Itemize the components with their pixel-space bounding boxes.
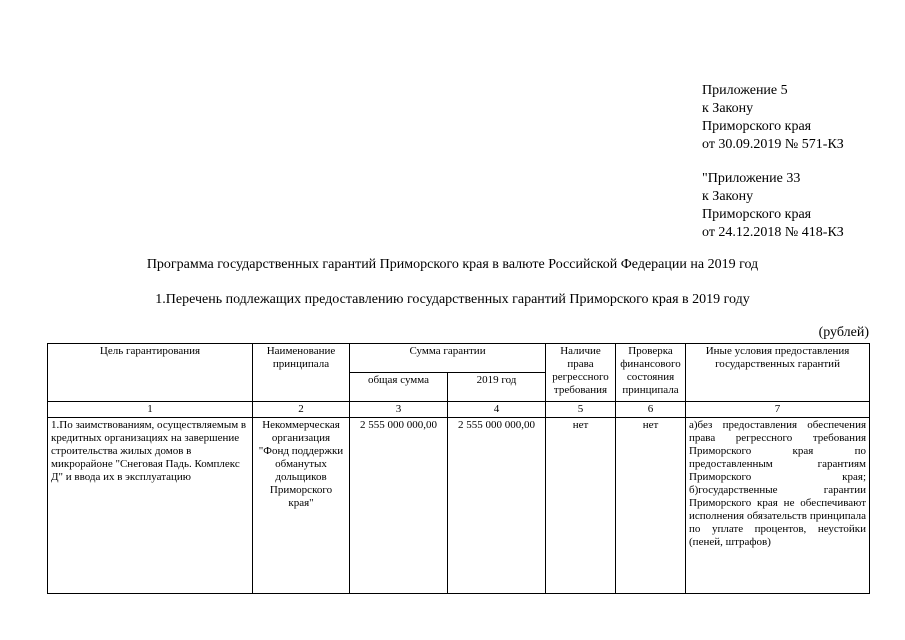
section-title: 1.Перечень подлежащих предоставлению государственных гарантий Приморского края в 2019 году: [155, 292, 750, 307]
table-row: [48, 418, 870, 594]
cell-sum-total: 2 555 000 000,00: [350, 418, 448, 594]
column-number: 2: [253, 402, 350, 418]
cell-principal: Некоммерческая организация "Фонд поддержки обманутых дольщиков Приморского края": [253, 418, 350, 594]
column-number: 4: [448, 402, 546, 418]
cell-regress: нет: [546, 418, 616, 594]
header-sum-total: общая сумма: [350, 373, 448, 402]
column-number: 1: [48, 402, 253, 418]
annex-line: "Приложение 33: [702, 171, 801, 186]
header-principal: Наименование принципала: [253, 344, 350, 402]
header-goal: Цель гарантирования: [48, 344, 253, 402]
column-number-row: [48, 402, 870, 418]
column-number: 6: [616, 402, 686, 418]
cell-other-conditions: а)без предоставления обеспечения права регрессного требования Приморского края по предоставленным гарантиям Приморского края; б)государственные гарантии Приморского края не обеспечивают исполнения обязательств принципала по уплате процентов, неустойки (пеней, штрафов): [686, 418, 870, 594]
header-regress: Наличие права регрессного требования: [546, 344, 616, 402]
cell-goal: 1.По заимствованиям, осуществляемым в кредитных организациях на завершение строительства жилых домов в микрорайоне "Снеговая Падь. Комплекс Д" и ввода их в эксплуатацию: [48, 418, 253, 594]
header-sum: Сумма гарантии: [350, 344, 546, 373]
program-title: Программа государственных гарантий Приморского края в валюте Российской Федерации на 2019 год: [146, 257, 759, 272]
annex-reference-original: [702, 170, 844, 242]
annex-line: Приморского края: [702, 207, 812, 222]
annex-line: к Закону: [702, 101, 754, 116]
header-other-conditions: Иные условия предоставления государственных гарантий: [686, 344, 870, 402]
cell-check: нет: [616, 418, 686, 594]
annex-line: Приложение 5: [702, 83, 788, 98]
column-number: 3: [350, 402, 448, 418]
column-number: 7: [686, 402, 870, 418]
annex-line: к Закону: [702, 189, 754, 204]
annex-line: от 24.12.2018 № 418-КЗ: [702, 225, 844, 240]
guarantees-table: [47, 343, 870, 594]
header-check: Проверка финансового состояния принципала: [616, 344, 686, 402]
annex-line: от 30.09.2019 № 571-КЗ: [702, 137, 844, 152]
annex-line: Приморского края: [702, 119, 812, 134]
header-sum-year: 2019 год: [448, 373, 546, 402]
annex-reference-current: [702, 82, 844, 154]
cell-sum-year: 2 555 000 000,00: [448, 418, 546, 594]
column-number: 5: [546, 402, 616, 418]
units-label: (рублей): [818, 325, 869, 340]
table-header-row: [48, 344, 870, 373]
